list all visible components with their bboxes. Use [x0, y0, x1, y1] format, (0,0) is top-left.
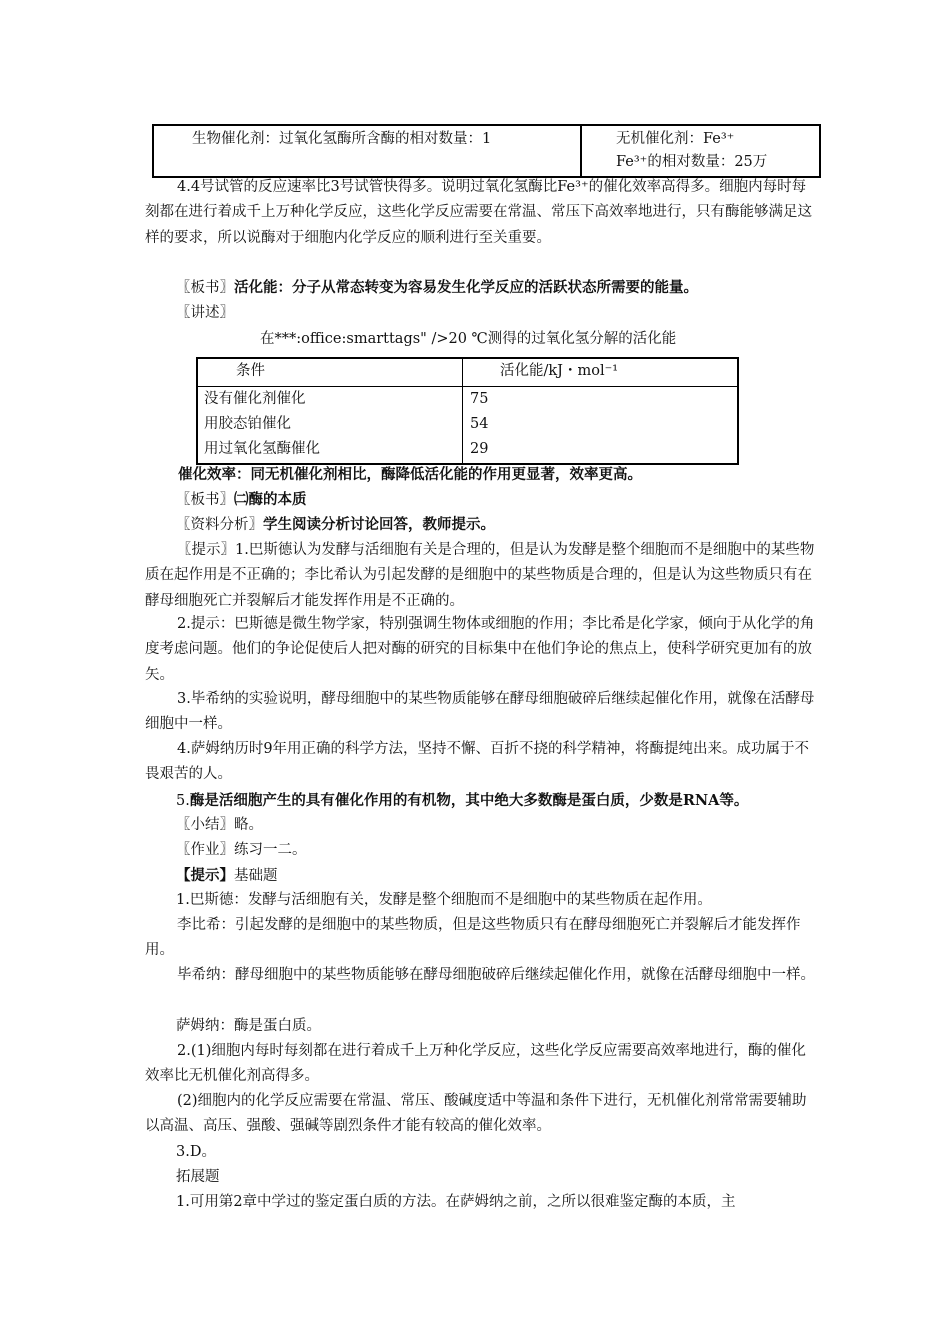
hint-3: 3.毕希纳的实验说明，酵母细胞中的某些物质能够在酵母细胞破碎后继续起催化作用，就像在活酵母细胞中一样。	[145, 691, 815, 733]
lecture-label: 〖讲述〗	[176, 305, 234, 321]
basic-questions-label: 基础题	[234, 868, 278, 884]
table-cell-energy: 54	[470, 416, 489, 432]
table-cell-condition: 没有催化剂催化	[204, 391, 306, 407]
table-header-condition: 条件	[236, 363, 265, 379]
table-cell-energy: 75	[470, 391, 489, 407]
basic-answer-1: 1.巴斯德：发酵与活细胞有关，发酵是整个细胞而不是细胞中的某些物质在起作用。	[176, 892, 712, 908]
table-cell-condition: 用胶态铂催化	[204, 416, 291, 432]
basic-answer-2-2: (2)细胞内的化学反应需要在常温、常压、酸碱度适中等温和条件下进行，无机催化剂常常需要辅助以高温、高压、强酸、强碱等剧烈条件才能有较高的催化效率。	[145, 1093, 807, 1135]
extension-heading: 拓展题	[176, 1169, 220, 1185]
table-divider	[580, 126, 582, 176]
material-analysis	[176, 512, 495, 538]
catalyst-comparison-table	[152, 124, 821, 178]
hint-2: 2.提示：巴斯德是微生物学家，特别强调生物体或细胞的作用；李比希是化学家，倾向于从化学的角度考虑问题。他们的争论促使后人把对酶的研究的目标集中在他们争论的焦点上，使科学研究更加有的放矢。	[145, 616, 815, 683]
basic-answer-sumner: 萨姆纳：酶是蛋白质。	[176, 1018, 321, 1034]
table-caption: 在***:office:smarttags" />20 ℃测得的过氧化氢分解的活化能	[260, 331, 677, 347]
inorganic-catalyst-cell: 无机催化剂：Fe³⁺	[616, 131, 735, 147]
catalytic-efficiency: 催化效率：同无机催化剂相比，酶降低活化能的作用更显著，效率更高。	[178, 466, 642, 483]
basic-answer-liebig: 李比希：引起发酵的是细胞中的某些物质，但是这些物质只有在酵母细胞死亡并裂解后才能发挥作用。	[145, 917, 801, 959]
table-column-divider	[462, 359, 463, 463]
activation-energy-table	[196, 357, 739, 465]
extension-answer-1: 1.可用第2章中学过的鉴定蛋白质的方法。在萨姆纳之前，之所以很难鉴定酶的本质，主	[176, 1194, 736, 1210]
summary: 〖小结〗略。	[176, 817, 263, 833]
basic-questions-hint	[176, 863, 278, 889]
basic-answer-3: 3.D。	[176, 1144, 216, 1160]
board-activation-energy	[176, 275, 698, 301]
paragraph-4: 4.4号试管的反应速率比3号试管快得多。说明过氧化氢酶比Fe³⁺的催化效率高得多。细胞内每时每刻都在进行着成千上万种化学反应，这些化学反应需要在常温、常压下高效率地进行，只有酶能够满足这样的要求，所以说酶对于细胞内化学反应的顺利进行至关重要。	[145, 179, 812, 246]
homework: 〖作业〗练习一二。	[176, 842, 307, 858]
material-label: 〖资料分析〗	[176, 517, 263, 533]
board-enzyme-essence	[176, 487, 307, 513]
biological-catalyst-cell: 生物催化剂：过氧化氢酶所含酶的相对数量：1	[192, 131, 492, 147]
hint-1: 〖提示〗1.巴斯德认为发酵与活细胞有关是合理的，但是认为发酵是整个细胞而不是细胞中的某些物质在起作用是不正确的；李比希认为引起发酵的是细胞中的某些物质是合理的，但是认为这些物质只有在酵母细胞死亡并裂解后才能发挥作用是不正确的。	[145, 542, 815, 609]
hint-5	[176, 788, 748, 814]
inorganic-quantity-cell: Fe³⁺的相对数量：25万	[616, 154, 768, 170]
activation-energy-definition: 活化能：分子从常态转变为容易发生化学反应的活跃状态所需要的能量。	[234, 279, 698, 296]
enzyme-essence-heading: ㈡酶的本质	[234, 491, 307, 508]
board-label: 〖板书〗	[176, 280, 234, 296]
table-cell-energy: 29	[470, 441, 489, 457]
table-header-energy: 活化能/kJ・mol⁻¹	[500, 363, 619, 379]
material-instruction: 学生阅读分析讨论回答，教师提示。	[263, 516, 495, 533]
hint-5-text: 酶是活细胞产生的具有催化作用的有机物，其中绝大多数酶是蛋白质，少数是RNA等。	[189, 792, 749, 809]
basic-answer-buchner: 毕希纳：酵母细胞中的某些物质能够在酵母细胞破碎后继续起催化作用，就像在活酵母细胞中一样。	[177, 967, 815, 983]
table-cell-condition: 用过氧化氢酶催化	[204, 441, 320, 457]
hint-5-number: 5.	[176, 793, 190, 809]
hint-4: 4.萨姆纳历时9年用正确的科学方法，坚持不懈、百折不挠的科学精神，将酶提纯出来。成功属于不畏艰苦的人。	[145, 741, 810, 783]
hint-label: 【提示】	[176, 867, 234, 884]
basic-answer-2-1: 2.(1)细胞内每时每刻都在进行着成千上万种化学反应，这些化学反应需要高效率地进行，酶的催化效率比无机催化剂高得多。	[145, 1043, 806, 1085]
board-label: 〖板书〗	[176, 492, 234, 508]
